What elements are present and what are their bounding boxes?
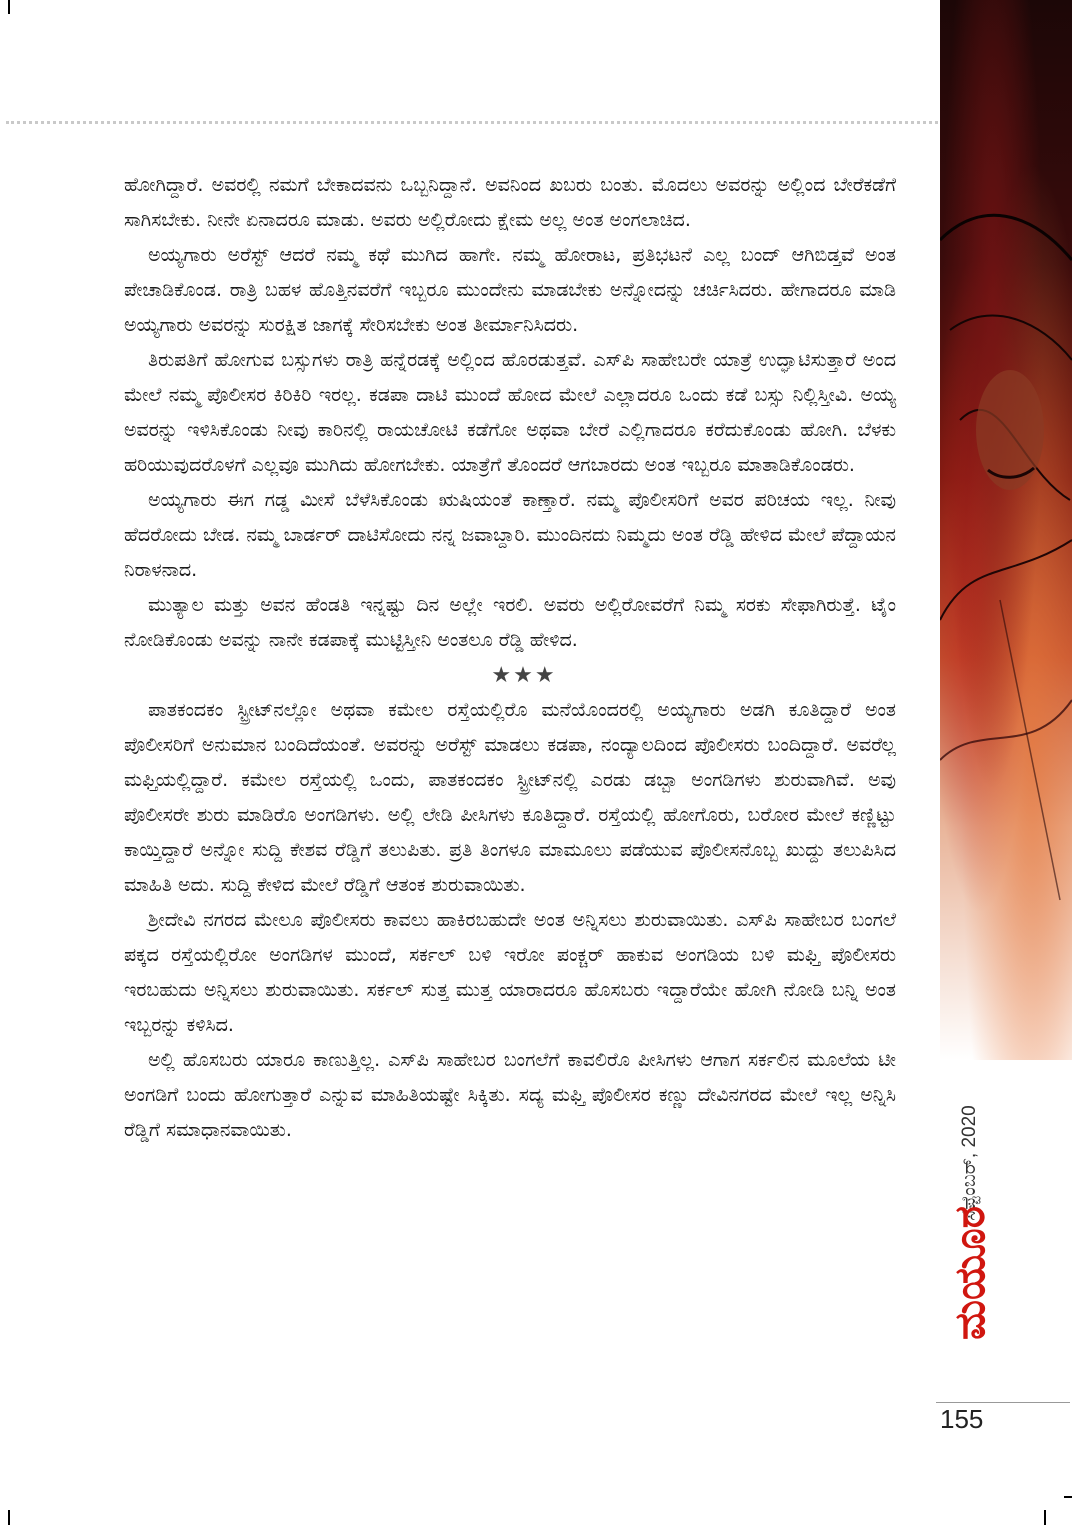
paragraph: ಪಾತಕಂದಕಂ ಸ್ಟ್ರೀಟ್‌ನಲ್ಲೋ ಅಥವಾ ಕಮೇಲ ರಸ್ತೆಯಲ್ಲಿರೊ ಮನೆಯೊಂದರಲ್ಲಿ ಅಯ್ಯಗಾರು ಅಡಗಿ ಕೂತಿದ್ದಾರೆ ಅಂತ ಪೊಲೀಸರಿಗೆ ಅನುಮಾನ ಬಂದಿದೆಯಂತೆ. ಅವರನ್ನು ಅರೆಸ್ಟ್ ಮಾಡಲು ಕಡಪಾ, ನಂದ್ಯಾಲದಿಂದ ಪೊಲೀಸರು ಬಂದಿದ್ದಾರೆ. ಅವರೆಲ್ಲ ಮಫ್ತಿಯಲ್ಲಿದ್ದಾರೆ. ಕಮೇಲ ರಸ್ತೆಯಲ್ಲಿ ಒಂದು, ಪಾತಕಂದಕಂ ಸ್ಟ್ರೀಟ್‌ನಲ್ಲಿ ಎರಡು ಡಬ್ಬಾ ಅಂಗಡಿಗಳು ಶುರುವಾಗಿವೆ. ಅವು ಪೊಲೀಸರೇ ಶುರು ಮಾಡಿರೊ ಅಂಗಡಿಗಳು. ಅಲ್ಲಿ ಲೇಡಿ ಪೀಸಿಗಳು ಕೂತಿದ್ದಾರೆ. ರಸ್ತೆಯಲ್ಲಿ ಹೋಗೊರು, ಬರೋರ ಮೇಲೆ ಕಣ್ಣಿಟ್ಟು ಕಾಯ್ತಿದ್ದಾರೆ ಅನ್ನೋ ಸುದ್ದಿ ಕೇಶವ ರೆಡ್ಡಿಗೆ ತಲುಪಿತು. ಪ್ರತಿ ತಿಂಗಳೂ ಮಾಮೂಲು ಪಡೆಯುವ ಪೊಲೀಸನೊಬ್ಬ ಖುದ್ದು ತಲುಪಿಸಿದ ಮಾಹಿತಿ ಅದು. ಸುದ್ದಿ ಕೇಳಿದ ಮೇಲೆ ರೆಡ್ಡಿಗೆ ಆತಂಕ ಶುರುವಾಯಿತು.: [124, 699, 896, 896]
crop-mark-right: [1064, 1496, 1072, 1498]
paragraph: ಅಯ್ಯಗಾರು ಈಗ ಗಡ್ಡ ಮೀಸೆ ಬೆಳೆಸಿಕೊಂಡು ಋಷಿಯಂತೆ ಕಾಣ್ತಾರೆ. ನಮ್ಮ ಪೊಲೀಸರಿಗೆ ಅವರ ಪರಿಚಯ ಇಲ್ಲ. ನೀವು ಹೆದರೋದು ಬೇಡ. ನಮ್ಮ ಬಾರ್ಡರ್ ದಾಟಿಸೋದು ನನ್ನ ಜವಾಬ್ದಾರಿ. ಮುಂದಿನದು ನಿಮ್ಮದು ಅಂತ ರೆಡ್ಡಿ ಹೇಳಿದ ಮೇಲೆ ಪೆದ್ದಾಯನ ನಿರಾಳನಾದ.: [124, 489, 896, 581]
paragraph: ಶ್ರೀದೇವಿ ನಗರದ ಮೇಲೂ ಪೊಲೀಸರು ಕಾವಲು ಹಾಕಿರಬಹುದೇ ಅಂತ ಅನ್ನಿಸಲು ಶುರುವಾಯಿತು. ಎಸ್‌ಪಿ ಸಾಹೇಬರ ಬಂಗಲೆ ಪಕ್ಕದ ರಸ್ತೆಯಲ್ಲಿರೋ ಅಂಗಡಿಗಳ ಮುಂದೆ, ಸರ್ಕಲ್ ಬಳಿ ಇರೋ ಪಂಕ್ಚರ್ ಹಾಕುವ ಅಂಗಡಿಯ ಬಳಿ ಮಫ್ತಿ ಪೊಲೀಸರು ಇರಬಹುದು ಅನ್ನಿಸಲು ಶುರುವಾಯಿತು. ಸರ್ಕಲ್ ಸುತ್ತ ಮುತ್ತ ಯಾರಾದರೂ ಹೊಸಬರು ಇದ್ದಾರೆಯೇ ಹೋಗಿ ನೋಡಿ ಬನ್ನಿ ಅಂತ ಇಬ್ಬರನ್ನು ಕಳಿಸಿದ.: [124, 909, 896, 1036]
crop-mark-bottom-right: [1044, 1510, 1046, 1525]
folio-rule: [936, 1402, 1070, 1403]
paragraph: ಅಲ್ಲಿ ಹೊಸಬರು ಯಾರೂ ಕಾಣುತ್ತಿಲ್ಲ. ಎಸ್‌ಪಿ ಸಾಹೇಬರ ಬಂಗಲೆಗೆ ಕಾವಲಿರೊ ಪೀಸಿಗಳು ಆಗಾಗ ಸರ್ಕಲಿನ ಮೂಲೆಯ ಟೀ ಅಂಗಡಿಗೆ ಬಂದು ಹೋಗುತ್ತಾರೆ ಎನ್ನುವ ಮಾಹಿತಿಯಷ್ಟೇ ಸಿಕ್ಕಿತು. ಸದ್ಯ ಮಫ್ತಿ ಪೊಲೀಸರ ಕಣ್ಣು ದೇವಿನಗರದ ಮೇಲೆ ಇಲ್ಲ ಅನ್ನಿಸಿ ರೆಡ್ಡಿಗೆ ಸಮಾಧಾನವಾಯಿತು.: [124, 1049, 896, 1141]
paragraph: ಹೋಗಿದ್ದಾರೆ. ಅವರಲ್ಲಿ ನಮಗೆ ಬೇಕಾದವನು ಒಬ್ಬನಿದ್ದಾನೆ. ಅವನಿಂದ ಖಬರು ಬಂತು. ಮೊದಲು ಅವರನ್ನು ಅಲ್ಲಿಂದ ಬೇರೆಕಡೆಗೆ ಸಾಗಿಸಬೇಕು. ನೀನೇ ಏನಾದರೂ ಮಾಡು. ಅವರು ಅಲ್ಲಿರೋದು ಕ್ಷೇಮ ಅಲ್ಲ ಅಂತ ಅಂಗಲಾಚಿದ.: [124, 174, 896, 231]
crop-mark-top-left: [8, 0, 10, 14]
article-body: [124, 168, 896, 1148]
paragraph: ಮುತ್ಯಾಲ ಮತ್ತು ಅವನ ಹೆಂಡತಿ ಇನ್ನಷ್ಟು ದಿನ ಅಲ್ಲೇ ಇರಲಿ. ಅವರು ಅಲ್ಲಿರೋವರೆಗೆ ನಿಮ್ಮ ಸರಕು ಸೇಫಾಗಿರುತ್ತೆ. ಟೈಂ ನೋಡಿಕೊಂಡು ಅವನ್ನು ನಾನೇ ಕಡಪಾಕ್ಕೆ ಮುಟ್ಟಿಸ್ತೀನಿ ಅಂತಲೂ ರೆಡ್ಡಿ ಹೇಳಿದ.: [124, 594, 896, 651]
magazine-masthead: ಮಯೂರ: [945, 1206, 994, 1340]
side-illustration: [940, 0, 1072, 1060]
page-number: 155: [940, 1404, 984, 1434]
illustration-lines-icon: [940, 0, 1072, 1060]
header-dotted-rule: [6, 121, 938, 124]
issue-date: ಸೆಪ್ಟೆಂಬರ್, 2020: [959, 1105, 980, 1221]
crop-mark-bottom-left: [8, 1510, 10, 1525]
paragraph: ಅಯ್ಯಗಾರು ಅರೆಸ್ಟ್ ಆದರೆ ನಮ್ಮ ಕಥೆ ಮುಗಿದ ಹಾಗೇ. ನಮ್ಮ ಹೋರಾಟ, ಪ್ರತಿಭಟನೆ ಎಲ್ಲ ಬಂದ್ ಆಗಿಬಿಡ್ತವೆ ಅಂತ ಪೇಚಾಡಿಕೊಂಡ. ರಾತ್ರಿ ಬಹಳ ಹೊತ್ತಿನವರೆಗೆ ಇಬ್ಬರೂ ಮುಂದೇನು ಮಾಡಬೇಕು ಅನ್ನೋದನ್ನು ಚರ್ಚಿಸಿದರು. ಹೇಗಾದರೂ ಮಾಡಿ ಅಯ್ಯಗಾರು ಅವರನ್ನು ಸುರಕ್ಷಿತ ಜಾಗಕ್ಕೆ ಸೇರಿಸಬೇಕು ಅಂತ ತೀರ್ಮಾನಿಸಿದರು.: [124, 244, 896, 336]
section-separator: ★★★: [491, 663, 557, 688]
paragraph: ತಿರುಪತಿಗೆ ಹೋಗುವ ಬಸ್ಸುಗಳು ರಾತ್ರಿ ಹನ್ನೆರಡಕ್ಕೆ ಅಲ್ಲಿಂದ ಹೊರಡುತ್ತವೆ. ಎಸ್‌ಪಿ ಸಾಹೇಬರೇ ಯಾತ್ರೆ ಉದ್ಘಾಟಿಸುತ್ತಾರೆ ಅಂದ ಮೇಲೆ ನಮ್ಮ ಪೊಲೀಸರ ಕಿರಿಕಿರಿ ಇರಲ್ಲ. ಕಡಪಾ ದಾಟಿ ಮುಂದೆ ಹೋದ ಮೇಲೆ ಎಲ್ಲಾದರೂ ಒಂದು ಕಡೆ ಬಸ್ಸು ನಿಲ್ಲಿಸ್ತೀವಿ. ಅಯ್ಯ ಅವರನ್ನು ಇಳಿಸಿಕೊಂಡು ನೀವು ಕಾರಿನಲ್ಲಿ ರಾಯಚೋಟಿ ಕಡೆಗೋ ಅಥವಾ ಬೇರೆ ಎಲ್ಲಿಗಾದರೂ ಕರೆದುಕೊಂಡು ಹೋಗಿ. ಬೆಳಕು ಹರಿಯುವುದರೊಳಗೆ ಎಲ್ಲವೂ ಮುಗಿದು ಹೋಗಬೇಕು. ಯಾತ್ರೆಗೆ ತೊಂದರೆ ಆಗಬಾರದು ಅಂತ ಇಬ್ಬರೂ ಮಾತಾಡಿಕೊಂಡರು.: [124, 349, 896, 476]
